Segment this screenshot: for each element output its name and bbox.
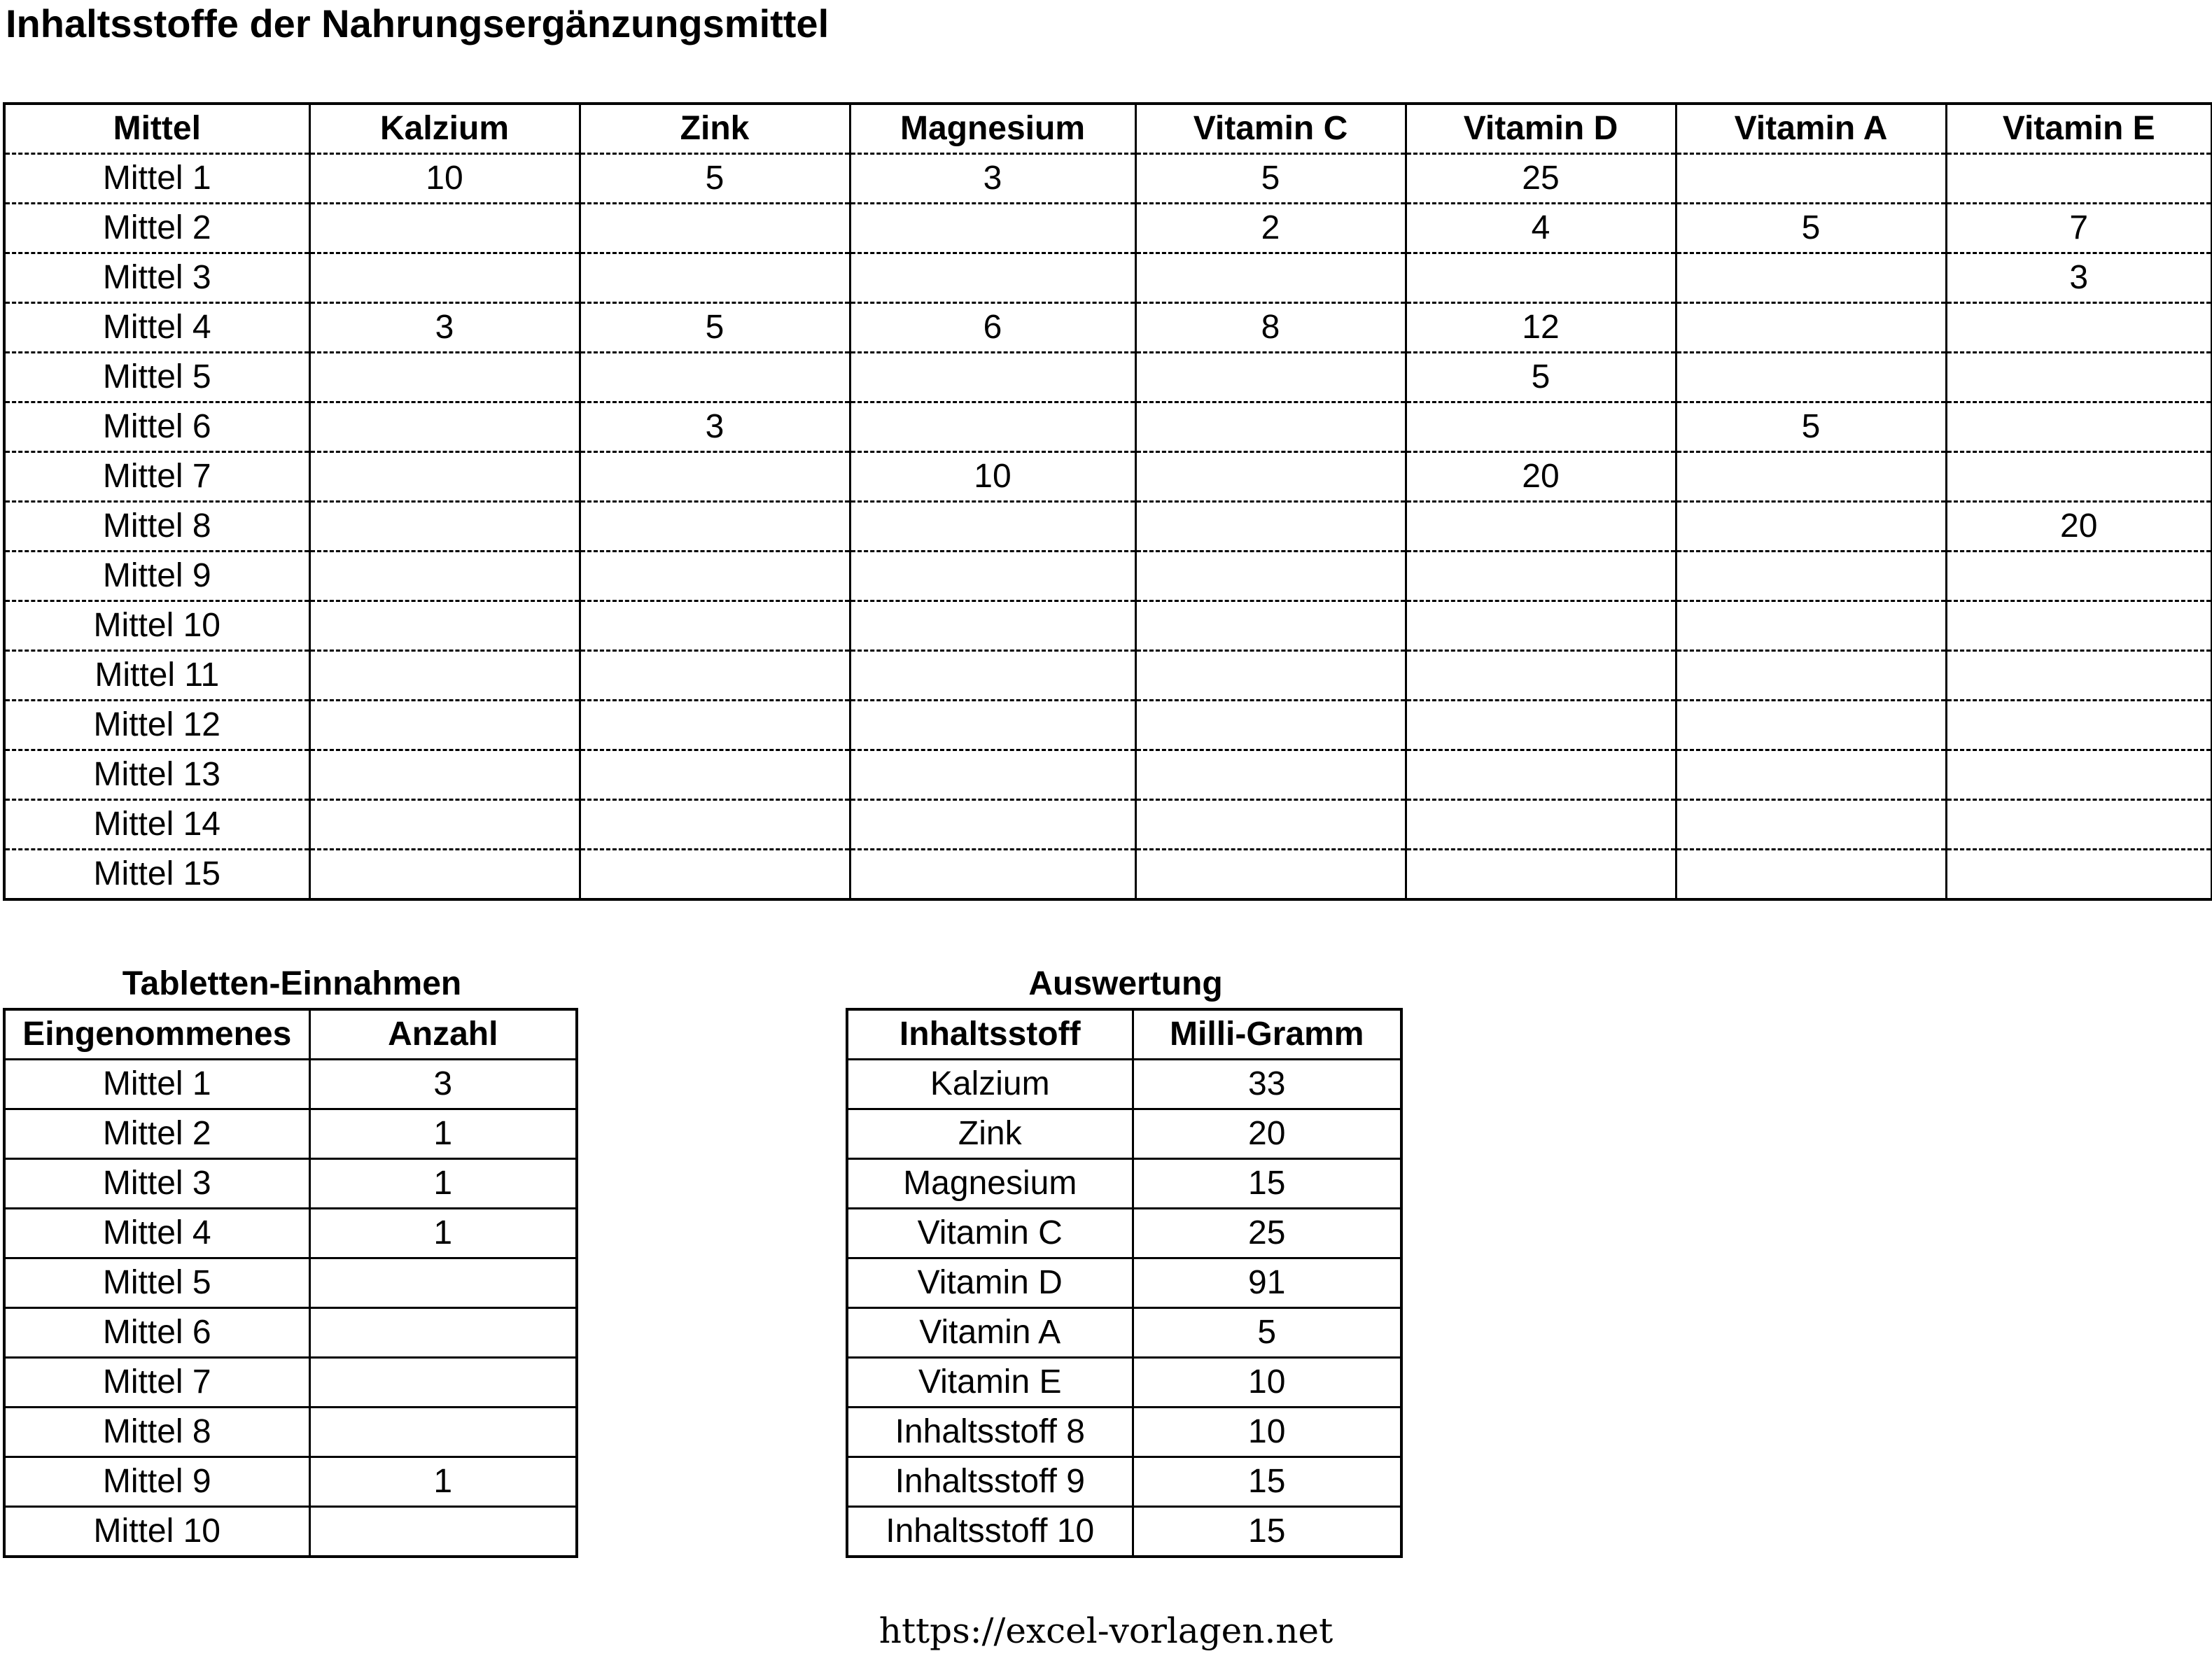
- table-row: [4, 204, 2212, 253]
- value-cell[interactable]: [309, 1308, 577, 1358]
- value-cell[interactable]: [580, 353, 850, 402]
- value-cell[interactable]: [1406, 601, 1676, 651]
- value-cell[interactable]: [1135, 750, 1406, 800]
- value-cell[interactable]: 12: [1406, 303, 1676, 353]
- column-header: Magnesium: [850, 104, 1135, 154]
- table-row: [4, 402, 2212, 452]
- table-row: [847, 1457, 1401, 1507]
- value-cell[interactable]: [309, 601, 580, 651]
- value-cell[interactable]: 3: [309, 303, 580, 353]
- value-cell[interactable]: [1676, 701, 1946, 750]
- row-label-cell[interactable]: Mittel 9: [4, 1457, 309, 1507]
- row-label-cell[interactable]: Mittel 3: [4, 253, 309, 303]
- value-cell[interactable]: 5: [1676, 402, 1946, 452]
- value-cell[interactable]: [309, 1358, 577, 1408]
- row-label-cell[interactable]: Mittel 15: [4, 850, 309, 900]
- value-cell[interactable]: [309, 1408, 577, 1457]
- value-cell[interactable]: 1: [309, 1457, 577, 1507]
- value-cell[interactable]: [1135, 402, 1406, 452]
- row-label-cell[interactable]: Inhaltsstoff 10: [847, 1507, 1133, 1557]
- row-label-cell[interactable]: Mittel 11: [4, 651, 309, 701]
- table-header-row: [4, 104, 2212, 154]
- value-cell[interactable]: [580, 552, 850, 601]
- table-row: [847, 1308, 1401, 1358]
- table-row: [4, 1358, 577, 1408]
- column-header: Zink: [580, 104, 850, 154]
- value-cell[interactable]: [850, 402, 1135, 452]
- value-cell[interactable]: [309, 701, 580, 750]
- value-cell[interactable]: 1: [309, 1209, 577, 1258]
- value-cell[interactable]: [309, 452, 580, 502]
- value-cell[interactable]: 10: [309, 154, 580, 204]
- row-label-cell[interactable]: Mittel 8: [4, 1408, 309, 1457]
- value-cell[interactable]: 25: [1133, 1209, 1401, 1258]
- value-cell[interactable]: 3: [309, 1060, 577, 1109]
- value-cell[interactable]: [309, 850, 580, 900]
- value-cell[interactable]: [1135, 800, 1406, 850]
- column-header: Vitamin C: [1135, 104, 1406, 154]
- row-label-cell[interactable]: Mittel 12: [4, 701, 309, 750]
- value-cell[interactable]: [850, 253, 1135, 303]
- table-row: [4, 1408, 577, 1457]
- value-cell[interactable]: 20: [1406, 452, 1676, 502]
- value-cell[interactable]: [309, 353, 580, 402]
- value-cell[interactable]: [1406, 850, 1676, 900]
- table-row: [4, 1159, 577, 1209]
- value-cell[interactable]: [580, 204, 850, 253]
- table-row: [847, 1159, 1401, 1209]
- value-cell[interactable]: 5: [580, 303, 850, 353]
- table-row: [4, 850, 2212, 900]
- value-cell[interactable]: [1946, 850, 2212, 900]
- row-label-cell[interactable]: Kalzium: [847, 1060, 1133, 1109]
- value-cell[interactable]: 15: [1133, 1507, 1401, 1557]
- value-cell[interactable]: [1406, 651, 1676, 701]
- value-cell[interactable]: [1946, 800, 2212, 850]
- column-header: Anzahl: [309, 1009, 577, 1060]
- column-header: Vitamin D: [1406, 104, 1676, 154]
- value-cell[interactable]: [580, 601, 850, 651]
- row-label-cell[interactable]: Vitamin C: [847, 1209, 1133, 1258]
- value-cell[interactable]: 25: [1406, 154, 1676, 204]
- value-cell[interactable]: [309, 651, 580, 701]
- row-label-cell[interactable]: Mittel 6: [4, 402, 309, 452]
- value-cell[interactable]: [580, 452, 850, 502]
- value-cell[interactable]: [1135, 601, 1406, 651]
- table-row: [4, 800, 2212, 850]
- value-cell[interactable]: 3: [850, 154, 1135, 204]
- table-row: [4, 601, 2212, 651]
- value-cell[interactable]: [850, 353, 1135, 402]
- value-cell[interactable]: [309, 402, 580, 452]
- value-cell[interactable]: [309, 800, 580, 850]
- value-cell[interactable]: [309, 1507, 577, 1557]
- evaluation-caption: Auswertung: [1028, 965, 1223, 1002]
- value-cell[interactable]: 6: [850, 303, 1135, 353]
- value-cell[interactable]: 8: [1135, 303, 1406, 353]
- value-cell[interactable]: [850, 502, 1135, 552]
- value-cell[interactable]: 3: [580, 402, 850, 452]
- value-cell[interactable]: [1135, 701, 1406, 750]
- value-cell[interactable]: 1: [309, 1159, 577, 1209]
- table-row: [847, 1408, 1401, 1457]
- value-cell[interactable]: 20: [1133, 1109, 1401, 1159]
- value-cell[interactable]: [1676, 303, 1946, 353]
- row-label-cell[interactable]: Mittel 4: [4, 303, 309, 353]
- value-cell[interactable]: 10: [1133, 1358, 1401, 1408]
- table-row: [4, 253, 2212, 303]
- value-cell[interactable]: [1406, 701, 1676, 750]
- table-row: [4, 1507, 577, 1557]
- row-label-cell[interactable]: Mittel 7: [4, 452, 309, 502]
- table-row: [4, 452, 2212, 502]
- value-cell[interactable]: 91: [1133, 1258, 1401, 1308]
- value-cell[interactable]: [1676, 552, 1946, 601]
- sheet-title: Inhaltsstoffe der Nahrungsergänzungsmittel: [6, 1, 830, 45]
- value-cell[interactable]: [1946, 701, 2212, 750]
- intake-caption: Tabletten-Einnahmen: [122, 965, 462, 1002]
- value-cell[interactable]: [309, 502, 580, 552]
- value-cell[interactable]: [1135, 502, 1406, 552]
- table-row: [4, 651, 2212, 701]
- row-label-cell[interactable]: Mittel 10: [4, 1507, 309, 1557]
- table-row: [4, 1060, 577, 1109]
- value-cell[interactable]: [580, 800, 850, 850]
- column-header: Mittel: [4, 104, 309, 154]
- value-cell[interactable]: [1946, 303, 2212, 353]
- value-cell[interactable]: 4: [1406, 204, 1676, 253]
- table-row: [847, 1507, 1401, 1557]
- value-cell[interactable]: [1946, 651, 2212, 701]
- value-cell[interactable]: [1406, 502, 1676, 552]
- value-cell[interactable]: 3: [1946, 253, 2212, 303]
- value-cell[interactable]: [1676, 452, 1946, 502]
- table-row: [4, 552, 2212, 601]
- value-cell[interactable]: [1676, 353, 1946, 402]
- column-header: Milli-Gramm: [1133, 1009, 1401, 1060]
- value-cell[interactable]: 10: [850, 452, 1135, 502]
- value-cell[interactable]: [1676, 253, 1946, 303]
- table-row: [4, 1209, 577, 1258]
- value-cell[interactable]: [1946, 154, 2212, 204]
- row-label-cell[interactable]: Mittel 7: [4, 1358, 309, 1408]
- table-row: [4, 750, 2212, 800]
- table-row: [4, 353, 2212, 402]
- table-row: [847, 1358, 1401, 1408]
- table-row: [4, 701, 2212, 750]
- value-cell[interactable]: 5: [1135, 154, 1406, 204]
- value-cell[interactable]: [1406, 800, 1676, 850]
- footer-url[interactable]: https://excel-vorlagen.net: [878, 1611, 1334, 1651]
- row-label-cell[interactable]: Mittel 10: [4, 601, 309, 651]
- value-cell[interactable]: [1946, 601, 2212, 651]
- value-cell[interactable]: [1946, 452, 2212, 502]
- row-label-cell[interactable]: Mittel 4: [4, 1209, 309, 1258]
- row-label-cell[interactable]: Mittel 9: [4, 552, 309, 601]
- table-row: [4, 1258, 577, 1308]
- value-cell[interactable]: 1: [309, 1109, 577, 1159]
- column-header: Vitamin A: [1676, 104, 1946, 154]
- value-cell[interactable]: [309, 253, 580, 303]
- value-cell[interactable]: 5: [580, 154, 850, 204]
- value-cell[interactable]: [1676, 800, 1946, 850]
- value-cell[interactable]: [580, 701, 850, 750]
- table-row: [847, 1258, 1401, 1308]
- value-cell[interactable]: [1406, 253, 1676, 303]
- table-row: [4, 1457, 577, 1507]
- intake-table: [3, 1008, 578, 1558]
- row-label-cell[interactable]: Mittel 5: [4, 1258, 309, 1308]
- table-row: [847, 1060, 1401, 1109]
- value-cell[interactable]: [1406, 402, 1676, 452]
- value-cell[interactable]: 5: [1676, 204, 1946, 253]
- value-cell[interactable]: [850, 651, 1135, 701]
- table-row: [4, 1109, 577, 1159]
- table-row: [4, 303, 2212, 353]
- value-cell[interactable]: 2: [1135, 204, 1406, 253]
- value-cell[interactable]: 5: [1406, 353, 1676, 402]
- row-label-cell[interactable]: Mittel 2: [4, 204, 309, 253]
- value-cell[interactable]: [850, 701, 1135, 750]
- row-label-cell[interactable]: Vitamin E: [847, 1358, 1133, 1408]
- value-cell[interactable]: [580, 502, 850, 552]
- value-cell[interactable]: [850, 204, 1135, 253]
- value-cell[interactable]: [1135, 253, 1406, 303]
- row-label-cell[interactable]: Mittel 6: [4, 1308, 309, 1358]
- value-cell[interactable]: [1946, 750, 2212, 800]
- value-cell[interactable]: [1135, 552, 1406, 601]
- value-cell[interactable]: [850, 552, 1135, 601]
- table-row: [847, 1109, 1401, 1159]
- value-cell[interactable]: [1676, 750, 1946, 800]
- table-header-row: [847, 1009, 1401, 1060]
- value-cell[interactable]: [1946, 402, 2212, 452]
- value-cell[interactable]: [850, 750, 1135, 800]
- row-label-cell[interactable]: Inhaltsstoff 8: [847, 1408, 1133, 1457]
- value-cell[interactable]: 10: [1133, 1408, 1401, 1457]
- column-header: Vitamin E: [1946, 104, 2212, 154]
- value-cell[interactable]: [1676, 601, 1946, 651]
- row-label-cell[interactable]: Vitamin D: [847, 1258, 1133, 1308]
- value-cell[interactable]: [1135, 651, 1406, 701]
- row-label-cell[interactable]: Mittel 5: [4, 353, 309, 402]
- column-header: Kalzium: [309, 104, 580, 154]
- table-row: [847, 1209, 1401, 1258]
- value-cell[interactable]: 33: [1133, 1060, 1401, 1109]
- row-label-cell[interactable]: Magnesium: [847, 1159, 1133, 1209]
- value-cell[interactable]: [1135, 353, 1406, 402]
- value-cell[interactable]: 5: [1133, 1308, 1401, 1358]
- table-row: [4, 1308, 577, 1358]
- value-cell[interactable]: [1676, 850, 1946, 900]
- value-cell[interactable]: [850, 850, 1135, 900]
- row-label-cell[interactable]: Inhaltsstoff 9: [847, 1457, 1133, 1507]
- table-row: [4, 502, 2212, 552]
- row-label-cell[interactable]: Mittel 8: [4, 502, 309, 552]
- value-cell[interactable]: [1676, 651, 1946, 701]
- value-cell[interactable]: [580, 253, 850, 303]
- value-cell[interactable]: [580, 850, 850, 900]
- value-cell[interactable]: [1676, 502, 1946, 552]
- value-cell[interactable]: [309, 552, 580, 601]
- column-header: Inhaltsstoff: [847, 1009, 1133, 1060]
- row-label-cell[interactable]: Zink: [847, 1109, 1133, 1159]
- value-cell[interactable]: [309, 750, 580, 800]
- row-label-cell[interactable]: Vitamin A: [847, 1308, 1133, 1358]
- value-cell[interactable]: [1406, 552, 1676, 601]
- value-cell[interactable]: 20: [1946, 502, 2212, 552]
- value-cell[interactable]: [850, 601, 1135, 651]
- value-cell[interactable]: [580, 750, 850, 800]
- row-label-cell[interactable]: Mittel 1: [4, 154, 309, 204]
- evaluation-table: [846, 1008, 1403, 1558]
- column-header: Eingenommenes: [4, 1009, 309, 1060]
- value-cell[interactable]: [1946, 353, 2212, 402]
- value-cell[interactable]: [1676, 154, 1946, 204]
- value-cell[interactable]: [580, 651, 850, 701]
- value-cell[interactable]: [1946, 552, 2212, 601]
- value-cell[interactable]: [309, 1258, 577, 1308]
- value-cell[interactable]: [1135, 850, 1406, 900]
- value-cell[interactable]: [1135, 452, 1406, 502]
- row-label-cell[interactable]: Mittel 1: [4, 1060, 309, 1109]
- ingredients-table: [3, 102, 2212, 901]
- table-row: [4, 154, 2212, 204]
- row-label-cell[interactable]: Mittel 14: [4, 800, 309, 850]
- row-label-cell[interactable]: Mittel 2: [4, 1109, 309, 1159]
- row-label-cell[interactable]: Mittel 13: [4, 750, 309, 800]
- value-cell[interactable]: 15: [1133, 1159, 1401, 1209]
- table-header-row: [4, 1009, 577, 1060]
- value-cell[interactable]: 15: [1133, 1457, 1401, 1507]
- value-cell[interactable]: [309, 204, 580, 253]
- value-cell[interactable]: [1406, 750, 1676, 800]
- value-cell[interactable]: 7: [1946, 204, 2212, 253]
- value-cell[interactable]: [850, 800, 1135, 850]
- row-label-cell[interactable]: Mittel 3: [4, 1159, 309, 1209]
